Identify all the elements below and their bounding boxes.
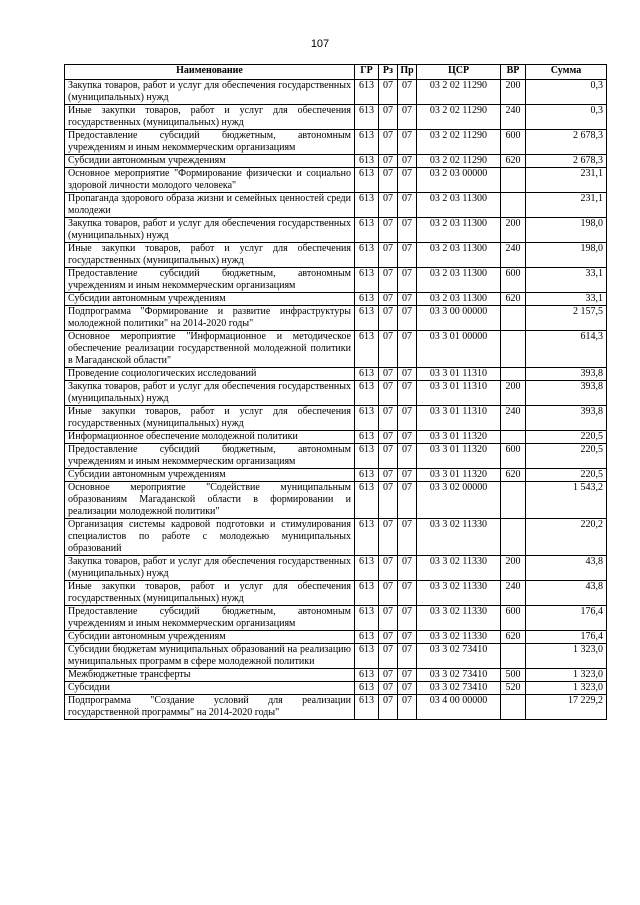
- cell-pr: 07: [398, 130, 417, 155]
- cell-sum: 231,1: [526, 193, 607, 218]
- cell-sum: 2 678,3: [526, 130, 607, 155]
- cell-sum: 220,5: [526, 431, 607, 444]
- cell-sum: 43,8: [526, 556, 607, 581]
- cell-gr: 613: [355, 444, 379, 469]
- cell-name: Основное мероприятие "Содействие муниципальным образованиям Магаданской области в формировании и реализации молодежной политики": [65, 482, 355, 519]
- cell-gr: 613: [355, 644, 379, 669]
- cell-sum: 614,3: [526, 331, 607, 368]
- cell-pr: 07: [398, 80, 417, 105]
- cell-csr: 03 3 02 11330: [417, 556, 501, 581]
- cell-sum: 198,0: [526, 218, 607, 243]
- cell-name: Предоставление субсидий бюджетным, автономным учреждениям и иным некоммерческим организациям: [65, 606, 355, 631]
- cell-name: Иные закупки товаров, работ и услуг для обеспечения государственных (муниципальных) нужд: [65, 243, 355, 268]
- cell-gr: 613: [355, 482, 379, 519]
- cell-csr: 03 2 02 11290: [417, 105, 501, 130]
- cell-vr: 200: [501, 381, 526, 406]
- cell-gr: 613: [355, 243, 379, 268]
- cell-csr: 03 3 01 11320: [417, 431, 501, 444]
- cell-name: Закупка товаров, работ и услуг для обеспечения государственных (муниципальных) нужд: [65, 80, 355, 105]
- cell-sum: 2 157,5: [526, 306, 607, 331]
- cell-csr: 03 3 02 73410: [417, 644, 501, 669]
- cell-gr: 613: [355, 381, 379, 406]
- cell-pr: 07: [398, 682, 417, 695]
- cell-sum: 2 678,3: [526, 155, 607, 168]
- cell-csr: 03 3 02 11330: [417, 606, 501, 631]
- cell-rz: 07: [379, 218, 398, 243]
- table-row: [65, 331, 607, 368]
- cell-rz: 07: [379, 606, 398, 631]
- cell-sum: 393,8: [526, 368, 607, 381]
- cell-name: Подпрограмма "Создание условий для реализации государственной программы" на 2014-2020 годы": [65, 695, 355, 720]
- cell-gr: 613: [355, 606, 379, 631]
- cell-csr: 03 2 03 11300: [417, 218, 501, 243]
- budget-table: [64, 64, 607, 720]
- table-header-row: [65, 65, 607, 80]
- cell-sum: 1 323,0: [526, 669, 607, 682]
- header-sum: Сумма: [526, 65, 607, 80]
- cell-name: Субсидии автономным учреждениям: [65, 631, 355, 644]
- cell-name: Субсидии автономным учреждениям: [65, 155, 355, 168]
- table-row: [65, 243, 607, 268]
- cell-gr: 613: [355, 80, 379, 105]
- cell-vr: 600: [501, 130, 526, 155]
- table-row: [65, 268, 607, 293]
- cell-vr: 200: [501, 80, 526, 105]
- cell-pr: 07: [398, 581, 417, 606]
- cell-rz: 07: [379, 105, 398, 130]
- cell-gr: 613: [355, 218, 379, 243]
- cell-csr: 03 2 03 00000: [417, 168, 501, 193]
- cell-name: Иные закупки товаров, работ и услуг для обеспечения государственных (муниципальных) нужд: [65, 406, 355, 431]
- cell-sum: 198,0: [526, 243, 607, 268]
- table-row: [65, 482, 607, 519]
- cell-pr: 07: [398, 306, 417, 331]
- cell-pr: 07: [398, 695, 417, 720]
- cell-rz: 07: [379, 406, 398, 431]
- cell-gr: 613: [355, 293, 379, 306]
- cell-vr: 620: [501, 469, 526, 482]
- cell-pr: 07: [398, 193, 417, 218]
- table-row: [65, 606, 607, 631]
- cell-rz: 07: [379, 243, 398, 268]
- header-pr: Пр: [398, 65, 417, 80]
- cell-sum: 1 323,0: [526, 682, 607, 695]
- cell-vr: 620: [501, 631, 526, 644]
- cell-gr: 613: [355, 519, 379, 556]
- cell-rz: 07: [379, 80, 398, 105]
- cell-pr: 07: [398, 368, 417, 381]
- cell-pr: 07: [398, 331, 417, 368]
- cell-pr: 07: [398, 556, 417, 581]
- cell-pr: 07: [398, 482, 417, 519]
- cell-vr: [501, 482, 526, 519]
- cell-rz: 07: [379, 519, 398, 556]
- cell-sum: 220,5: [526, 444, 607, 469]
- cell-rz: 07: [379, 368, 398, 381]
- table-row: [65, 644, 607, 669]
- cell-sum: 0,3: [526, 80, 607, 105]
- cell-csr: 03 2 03 11300: [417, 193, 501, 218]
- cell-sum: 393,8: [526, 381, 607, 406]
- cell-gr: 613: [355, 469, 379, 482]
- cell-gr: 613: [355, 331, 379, 368]
- cell-csr: 03 3 02 00000: [417, 482, 501, 519]
- cell-vr: [501, 193, 526, 218]
- header-csr: ЦСР: [417, 65, 501, 80]
- cell-csr: 03 3 00 00000: [417, 306, 501, 331]
- cell-rz: 07: [379, 293, 398, 306]
- cell-vr: [501, 519, 526, 556]
- cell-vr: [501, 368, 526, 381]
- cell-vr: 500: [501, 669, 526, 682]
- header-rz: Рз: [379, 65, 398, 80]
- cell-vr: 240: [501, 243, 526, 268]
- header-vr: ВР: [501, 65, 526, 80]
- header-gr: ГР: [355, 65, 379, 80]
- cell-sum: 220,5: [526, 469, 607, 482]
- cell-vr: 620: [501, 293, 526, 306]
- cell-vr: 200: [501, 556, 526, 581]
- cell-vr: 240: [501, 406, 526, 431]
- cell-csr: 03 3 01 00000: [417, 331, 501, 368]
- table-row: [65, 682, 607, 695]
- cell-sum: 1 543,2: [526, 482, 607, 519]
- cell-gr: 613: [355, 556, 379, 581]
- cell-pr: 07: [398, 444, 417, 469]
- cell-csr: 03 3 01 11320: [417, 469, 501, 482]
- cell-pr: 07: [398, 469, 417, 482]
- cell-vr: [501, 431, 526, 444]
- table-row: [65, 669, 607, 682]
- cell-csr: 03 4 00 00000: [417, 695, 501, 720]
- cell-name: Межбюджетные трансферты: [65, 669, 355, 682]
- cell-name: Основное мероприятие "Формирование физически и социально здоровой личности молодого человека": [65, 168, 355, 193]
- cell-csr: 03 3 01 11310: [417, 381, 501, 406]
- header-name: Наименование: [65, 65, 355, 80]
- table-row: [65, 306, 607, 331]
- cell-vr: 600: [501, 444, 526, 469]
- table-row: [65, 168, 607, 193]
- cell-gr: 613: [355, 695, 379, 720]
- cell-rz: 07: [379, 444, 398, 469]
- cell-vr: 620: [501, 155, 526, 168]
- cell-rz: 07: [379, 556, 398, 581]
- cell-pr: 07: [398, 519, 417, 556]
- cell-sum: 0,3: [526, 105, 607, 130]
- cell-csr: 03 2 03 11300: [417, 268, 501, 293]
- cell-rz: 07: [379, 469, 398, 482]
- cell-pr: 07: [398, 381, 417, 406]
- cell-name: Закупка товаров, работ и услуг для обеспечения государственных (муниципальных) нужд: [65, 381, 355, 406]
- cell-name: Субсидии: [65, 682, 355, 695]
- cell-rz: 07: [379, 581, 398, 606]
- cell-vr: 600: [501, 268, 526, 293]
- cell-vr: [501, 695, 526, 720]
- table-row: [65, 444, 607, 469]
- table-row: [65, 556, 607, 581]
- cell-name: Иные закупки товаров, работ и услуг для обеспечения государственных (муниципальных) нужд: [65, 105, 355, 130]
- cell-rz: 07: [379, 644, 398, 669]
- cell-pr: 07: [398, 168, 417, 193]
- cell-rz: 07: [379, 268, 398, 293]
- cell-name: Проведение социологических исследований: [65, 368, 355, 381]
- cell-rz: 07: [379, 381, 398, 406]
- table-row: [65, 80, 607, 105]
- cell-name: Субсидии автономным учреждениям: [65, 293, 355, 306]
- cell-pr: 07: [398, 268, 417, 293]
- cell-csr: 03 3 02 11330: [417, 581, 501, 606]
- cell-gr: 613: [355, 431, 379, 444]
- table-body: [65, 80, 607, 720]
- cell-gr: 613: [355, 168, 379, 193]
- cell-vr: 240: [501, 105, 526, 130]
- cell-rz: 07: [379, 168, 398, 193]
- table-row: [65, 469, 607, 482]
- cell-name: Предоставление субсидий бюджетным, автономным учреждениям и иным некоммерческим организациям: [65, 268, 355, 293]
- table-row: [65, 631, 607, 644]
- cell-name: Иные закупки товаров, работ и услуг для обеспечения государственных (муниципальных) нужд: [65, 581, 355, 606]
- cell-rz: 07: [379, 631, 398, 644]
- cell-gr: 613: [355, 130, 379, 155]
- cell-gr: 613: [355, 669, 379, 682]
- cell-gr: 613: [355, 682, 379, 695]
- cell-name: Подпрограмма "Формирование и развитие инфраструктуры молодежной политики" на 2014-2020 годы": [65, 306, 355, 331]
- cell-csr: 03 2 02 11290: [417, 130, 501, 155]
- cell-rz: 07: [379, 193, 398, 218]
- cell-name: Субсидии бюджетам муниципальных образований на реализацию муниципальных программ в сфере молодежной политики: [65, 644, 355, 669]
- cell-vr: 240: [501, 581, 526, 606]
- table-row: [65, 218, 607, 243]
- cell-name: Организация системы кадровой подготовки и стимулирования специалистов по работе с молодежью муниципальных образований: [65, 519, 355, 556]
- cell-sum: 33,1: [526, 268, 607, 293]
- cell-csr: 03 2 02 11290: [417, 80, 501, 105]
- cell-vr: [501, 168, 526, 193]
- cell-gr: 613: [355, 368, 379, 381]
- cell-name: Предоставление субсидий бюджетным, автономным учреждениям и иным некоммерческим организациям: [65, 130, 355, 155]
- cell-csr: 03 2 03 11300: [417, 243, 501, 268]
- cell-csr: 03 3 01 11310: [417, 406, 501, 431]
- table-row: [65, 695, 607, 720]
- cell-rz: 07: [379, 130, 398, 155]
- cell-sum: 1 323,0: [526, 644, 607, 669]
- cell-name: Предоставление субсидий бюджетным, автономным учреждениям и иным некоммерческим организациям: [65, 444, 355, 469]
- cell-csr: 03 2 02 11290: [417, 155, 501, 168]
- cell-gr: 613: [355, 406, 379, 431]
- cell-pr: 07: [398, 105, 417, 130]
- table-row: [65, 368, 607, 381]
- table-row: [65, 381, 607, 406]
- cell-rz: 07: [379, 482, 398, 519]
- cell-pr: 07: [398, 293, 417, 306]
- table-row: [65, 193, 607, 218]
- cell-csr: 03 3 01 11310: [417, 368, 501, 381]
- cell-gr: 613: [355, 105, 379, 130]
- cell-pr: 07: [398, 406, 417, 431]
- cell-sum: 231,1: [526, 168, 607, 193]
- cell-pr: 07: [398, 431, 417, 444]
- cell-csr: 03 3 02 73410: [417, 669, 501, 682]
- cell-sum: 220,2: [526, 519, 607, 556]
- cell-sum: 17 229,2: [526, 695, 607, 720]
- cell-pr: 07: [398, 631, 417, 644]
- table-row: [65, 130, 607, 155]
- cell-rz: 07: [379, 331, 398, 368]
- cell-sum: 176,4: [526, 606, 607, 631]
- cell-pr: 07: [398, 669, 417, 682]
- cell-pr: 07: [398, 218, 417, 243]
- cell-pr: 07: [398, 155, 417, 168]
- cell-rz: 07: [379, 155, 398, 168]
- cell-rz: 07: [379, 669, 398, 682]
- cell-name: Пропаганда здорового образа жизни и семейных ценностей среди молодежи: [65, 193, 355, 218]
- cell-csr: 03 3 02 73410: [417, 682, 501, 695]
- cell-pr: 07: [398, 606, 417, 631]
- cell-sum: 393,8: [526, 406, 607, 431]
- cell-csr: 03 3 02 11330: [417, 631, 501, 644]
- cell-name: Закупка товаров, работ и услуг для обеспечения государственных (муниципальных) нужд: [65, 218, 355, 243]
- cell-rz: 07: [379, 306, 398, 331]
- cell-gr: 613: [355, 155, 379, 168]
- cell-pr: 07: [398, 644, 417, 669]
- cell-gr: 613: [355, 581, 379, 606]
- table-row: [65, 293, 607, 306]
- cell-vr: [501, 306, 526, 331]
- table-row: [65, 519, 607, 556]
- cell-sum: 33,1: [526, 293, 607, 306]
- cell-csr: 03 2 03 11300: [417, 293, 501, 306]
- cell-csr: 03 3 02 11330: [417, 519, 501, 556]
- cell-name: Субсидии автономным учреждениям: [65, 469, 355, 482]
- cell-gr: 613: [355, 193, 379, 218]
- cell-vr: 520: [501, 682, 526, 695]
- cell-name: Основное мероприятие "Информационное и методическое обеспечение реализации государственной молодежной политики в Магаданской области": [65, 331, 355, 368]
- cell-rz: 07: [379, 431, 398, 444]
- cell-sum: 176,4: [526, 631, 607, 644]
- table-row: [65, 105, 607, 130]
- table-row: [65, 406, 607, 431]
- cell-name: Информационное обеспечение молодежной политики: [65, 431, 355, 444]
- cell-vr: 200: [501, 218, 526, 243]
- cell-vr: [501, 644, 526, 669]
- table-row: [65, 431, 607, 444]
- cell-gr: 613: [355, 306, 379, 331]
- cell-sum: 43,8: [526, 581, 607, 606]
- cell-gr: 613: [355, 631, 379, 644]
- table-row: [65, 581, 607, 606]
- cell-vr: 600: [501, 606, 526, 631]
- cell-name: Закупка товаров, работ и услуг для обеспечения государственных (муниципальных) нужд: [65, 556, 355, 581]
- page-number: 107: [310, 38, 330, 50]
- cell-vr: [501, 331, 526, 368]
- cell-pr: 07: [398, 243, 417, 268]
- cell-csr: 03 3 01 11320: [417, 444, 501, 469]
- table-row: [65, 155, 607, 168]
- cell-rz: 07: [379, 682, 398, 695]
- cell-gr: 613: [355, 268, 379, 293]
- cell-rz: 07: [379, 695, 398, 720]
